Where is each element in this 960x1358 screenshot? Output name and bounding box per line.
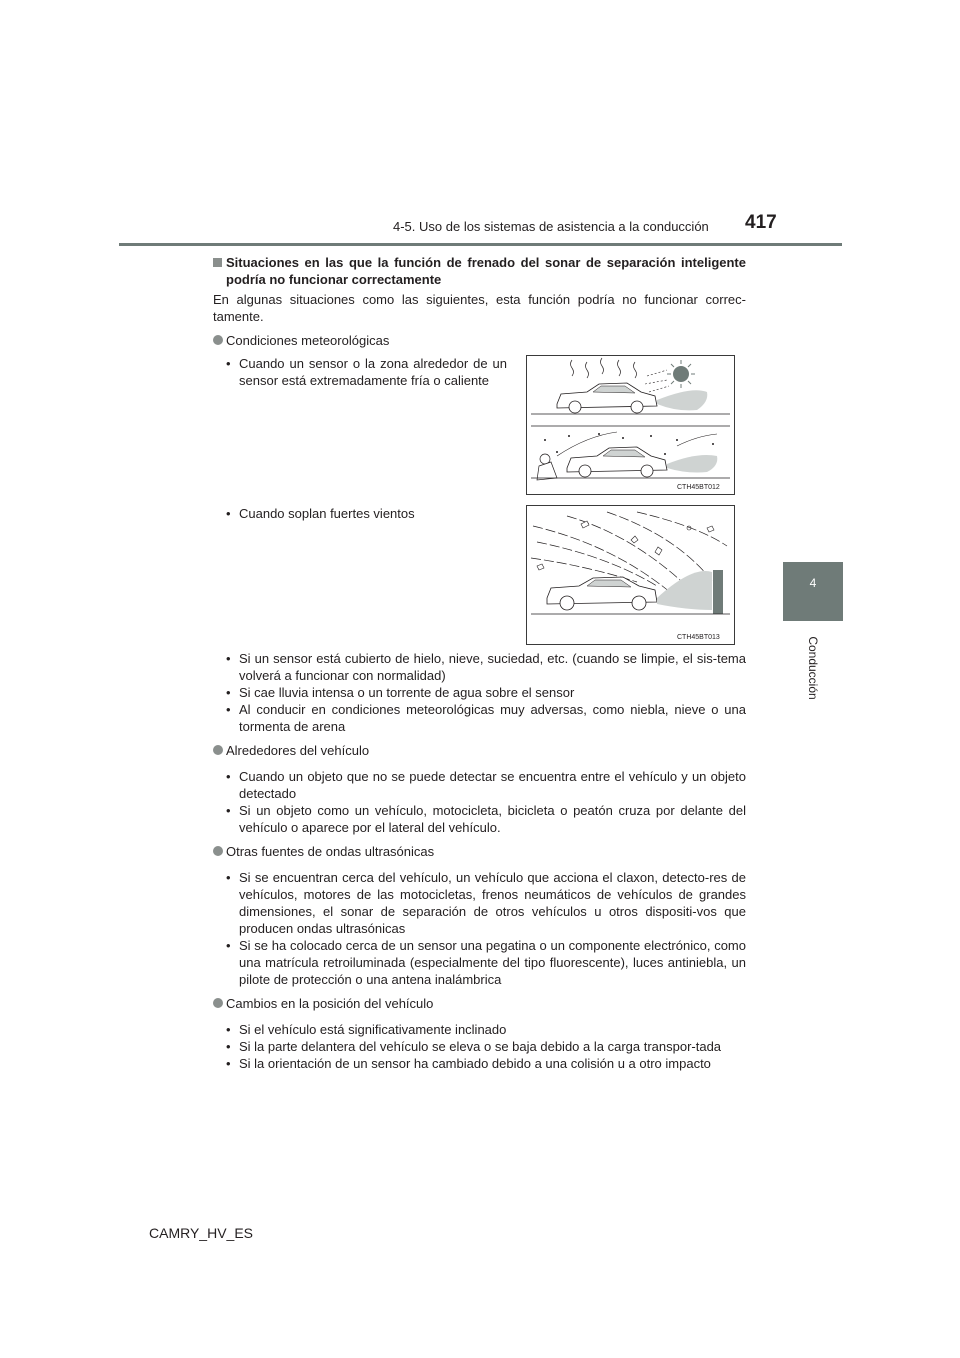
footer-model-code: CAMRY_HV_ES xyxy=(149,1225,254,1241)
chapter-tab xyxy=(783,562,843,621)
hot-cold-illustration xyxy=(527,356,734,494)
list-item xyxy=(213,802,746,836)
list-item-text: Si un objeto como un vehículo, motocicleta, bicicleta o peatón cruza por delante del vehículo o aparece por el lateral del vehículo. xyxy=(239,803,746,835)
header-rule xyxy=(119,243,842,246)
list-item xyxy=(213,937,746,988)
bullet-glyph: • xyxy=(226,685,231,700)
list-item xyxy=(213,650,746,684)
list-item-text: Si la orientación de un sensor ha cambiado debido a una colisión u a otro impacto xyxy=(239,1056,711,1071)
wind-illustration xyxy=(527,506,734,644)
list-item xyxy=(213,869,746,937)
bullet-glyph: • xyxy=(226,1039,231,1054)
circle-bullet-icon xyxy=(213,745,223,755)
bullet-glyph: • xyxy=(226,938,231,953)
list-item-text: Cuando soplan fuertes vientos xyxy=(239,506,415,521)
main-content xyxy=(213,250,746,1072)
figure-code: CTH45BT012 xyxy=(677,484,720,491)
list-item xyxy=(213,1021,746,1038)
bullet-glyph: • xyxy=(226,1022,231,1037)
list-item xyxy=(213,1038,746,1055)
list-item-text: Cuando un objeto que no se puede detectar se encuentra entre el vehículo y un objeto detectado xyxy=(239,769,746,801)
section-heading-text: Situaciones en las que la función de frenado del sonar de separación inteligente podría no funcionar correctamente xyxy=(226,255,746,287)
illustration-extreme-temperature xyxy=(526,355,735,495)
chapter-tab-number: 4 xyxy=(809,576,817,590)
figure-row-wind xyxy=(213,505,746,650)
list-item xyxy=(213,1055,746,1072)
intro-paragraph: En algunas situaciones como las siguientes, esta función podría no funcionar correc-tamente. xyxy=(213,292,746,324)
bullet-glyph: • xyxy=(226,769,231,784)
bullet-glyph: • xyxy=(226,1056,231,1071)
list-item-text: Si la parte delantera del vehículo se eleva o se baja debido a la carga transpor-tada xyxy=(239,1039,722,1054)
list-item xyxy=(213,701,746,735)
list-item xyxy=(213,684,746,701)
list-item-text: Si un sensor está cubierto de hielo, nieve, suciedad, etc. (cuando se limpie, el sis-tema volverá a funcionar con normalidad) xyxy=(239,651,746,683)
bullet-glyph: • xyxy=(226,803,231,818)
category-title: Otras fuentes de ondas ultrasónicas xyxy=(226,844,435,859)
circle-bullet-icon xyxy=(213,335,223,345)
category-title: Alrededores del vehículo xyxy=(226,743,370,758)
illustration-strong-wind xyxy=(526,505,735,645)
bullet-glyph: • xyxy=(226,651,231,666)
header-section-title: 4-5. Uso de los sistemas de asistencia a la conducción xyxy=(393,219,709,234)
list-item xyxy=(213,505,507,522)
list-item-text: Si el vehículo está significativamente inclinado xyxy=(239,1022,507,1037)
circle-bullet-icon xyxy=(213,998,223,1008)
list-item-text: Al conducir en condiciones meteorológicas muy adversas, como niebla, nieve o una tormenta de arena xyxy=(239,702,746,734)
square-bullet-icon xyxy=(213,258,222,267)
list-item-text: Si se ha colocado cerca de un sensor una pegatina o un componente electrónico, como una matrícula retroiluminada (especialmente del tipo fluorescente), luces antiniebla, un pilote de protección o una antena inalámbrica xyxy=(239,938,746,987)
figure-row-temperature xyxy=(213,355,746,505)
list-item-text: Si cae lluvia intensa o un torrente de agua sobre el sensor xyxy=(239,685,575,700)
bullet-glyph: • xyxy=(226,870,231,885)
list-item-text: Cuando un sensor o la zona alrededor de un sensor está extremadamente fría o caliente xyxy=(239,356,507,388)
category-vehicle-position xyxy=(213,995,746,1012)
category-ultrasonic-sources xyxy=(213,843,746,860)
figure-code: CTH45BT013 xyxy=(677,634,720,641)
category-title: Condiciones meteorológicas xyxy=(226,333,390,348)
chapter-tab-label-text: Conducción xyxy=(806,636,820,700)
list-item-text: Si se encuentran cerca del vehículo, un vehículo que acciona el claxon, detecto-res de vehículos, motores de las motocicletas, frenos neumáticos de vehículos de grandes dimensiones, el sonar de separación de otros vehículos u otros dispositi-vos que producen ondas ultrasónicas xyxy=(239,870,746,936)
bullet-glyph: • xyxy=(226,506,231,521)
section-heading xyxy=(213,254,746,288)
category-surroundings xyxy=(213,742,746,759)
bullet-glyph: • xyxy=(226,702,231,717)
list-item xyxy=(213,355,507,389)
page-number: 417 xyxy=(745,212,777,233)
circle-bullet-icon xyxy=(213,846,223,856)
list-item xyxy=(213,768,746,802)
category-weather xyxy=(213,332,746,349)
bullet-glyph: • xyxy=(226,356,231,371)
category-title: Cambios en la posición del vehículo xyxy=(226,996,434,1011)
